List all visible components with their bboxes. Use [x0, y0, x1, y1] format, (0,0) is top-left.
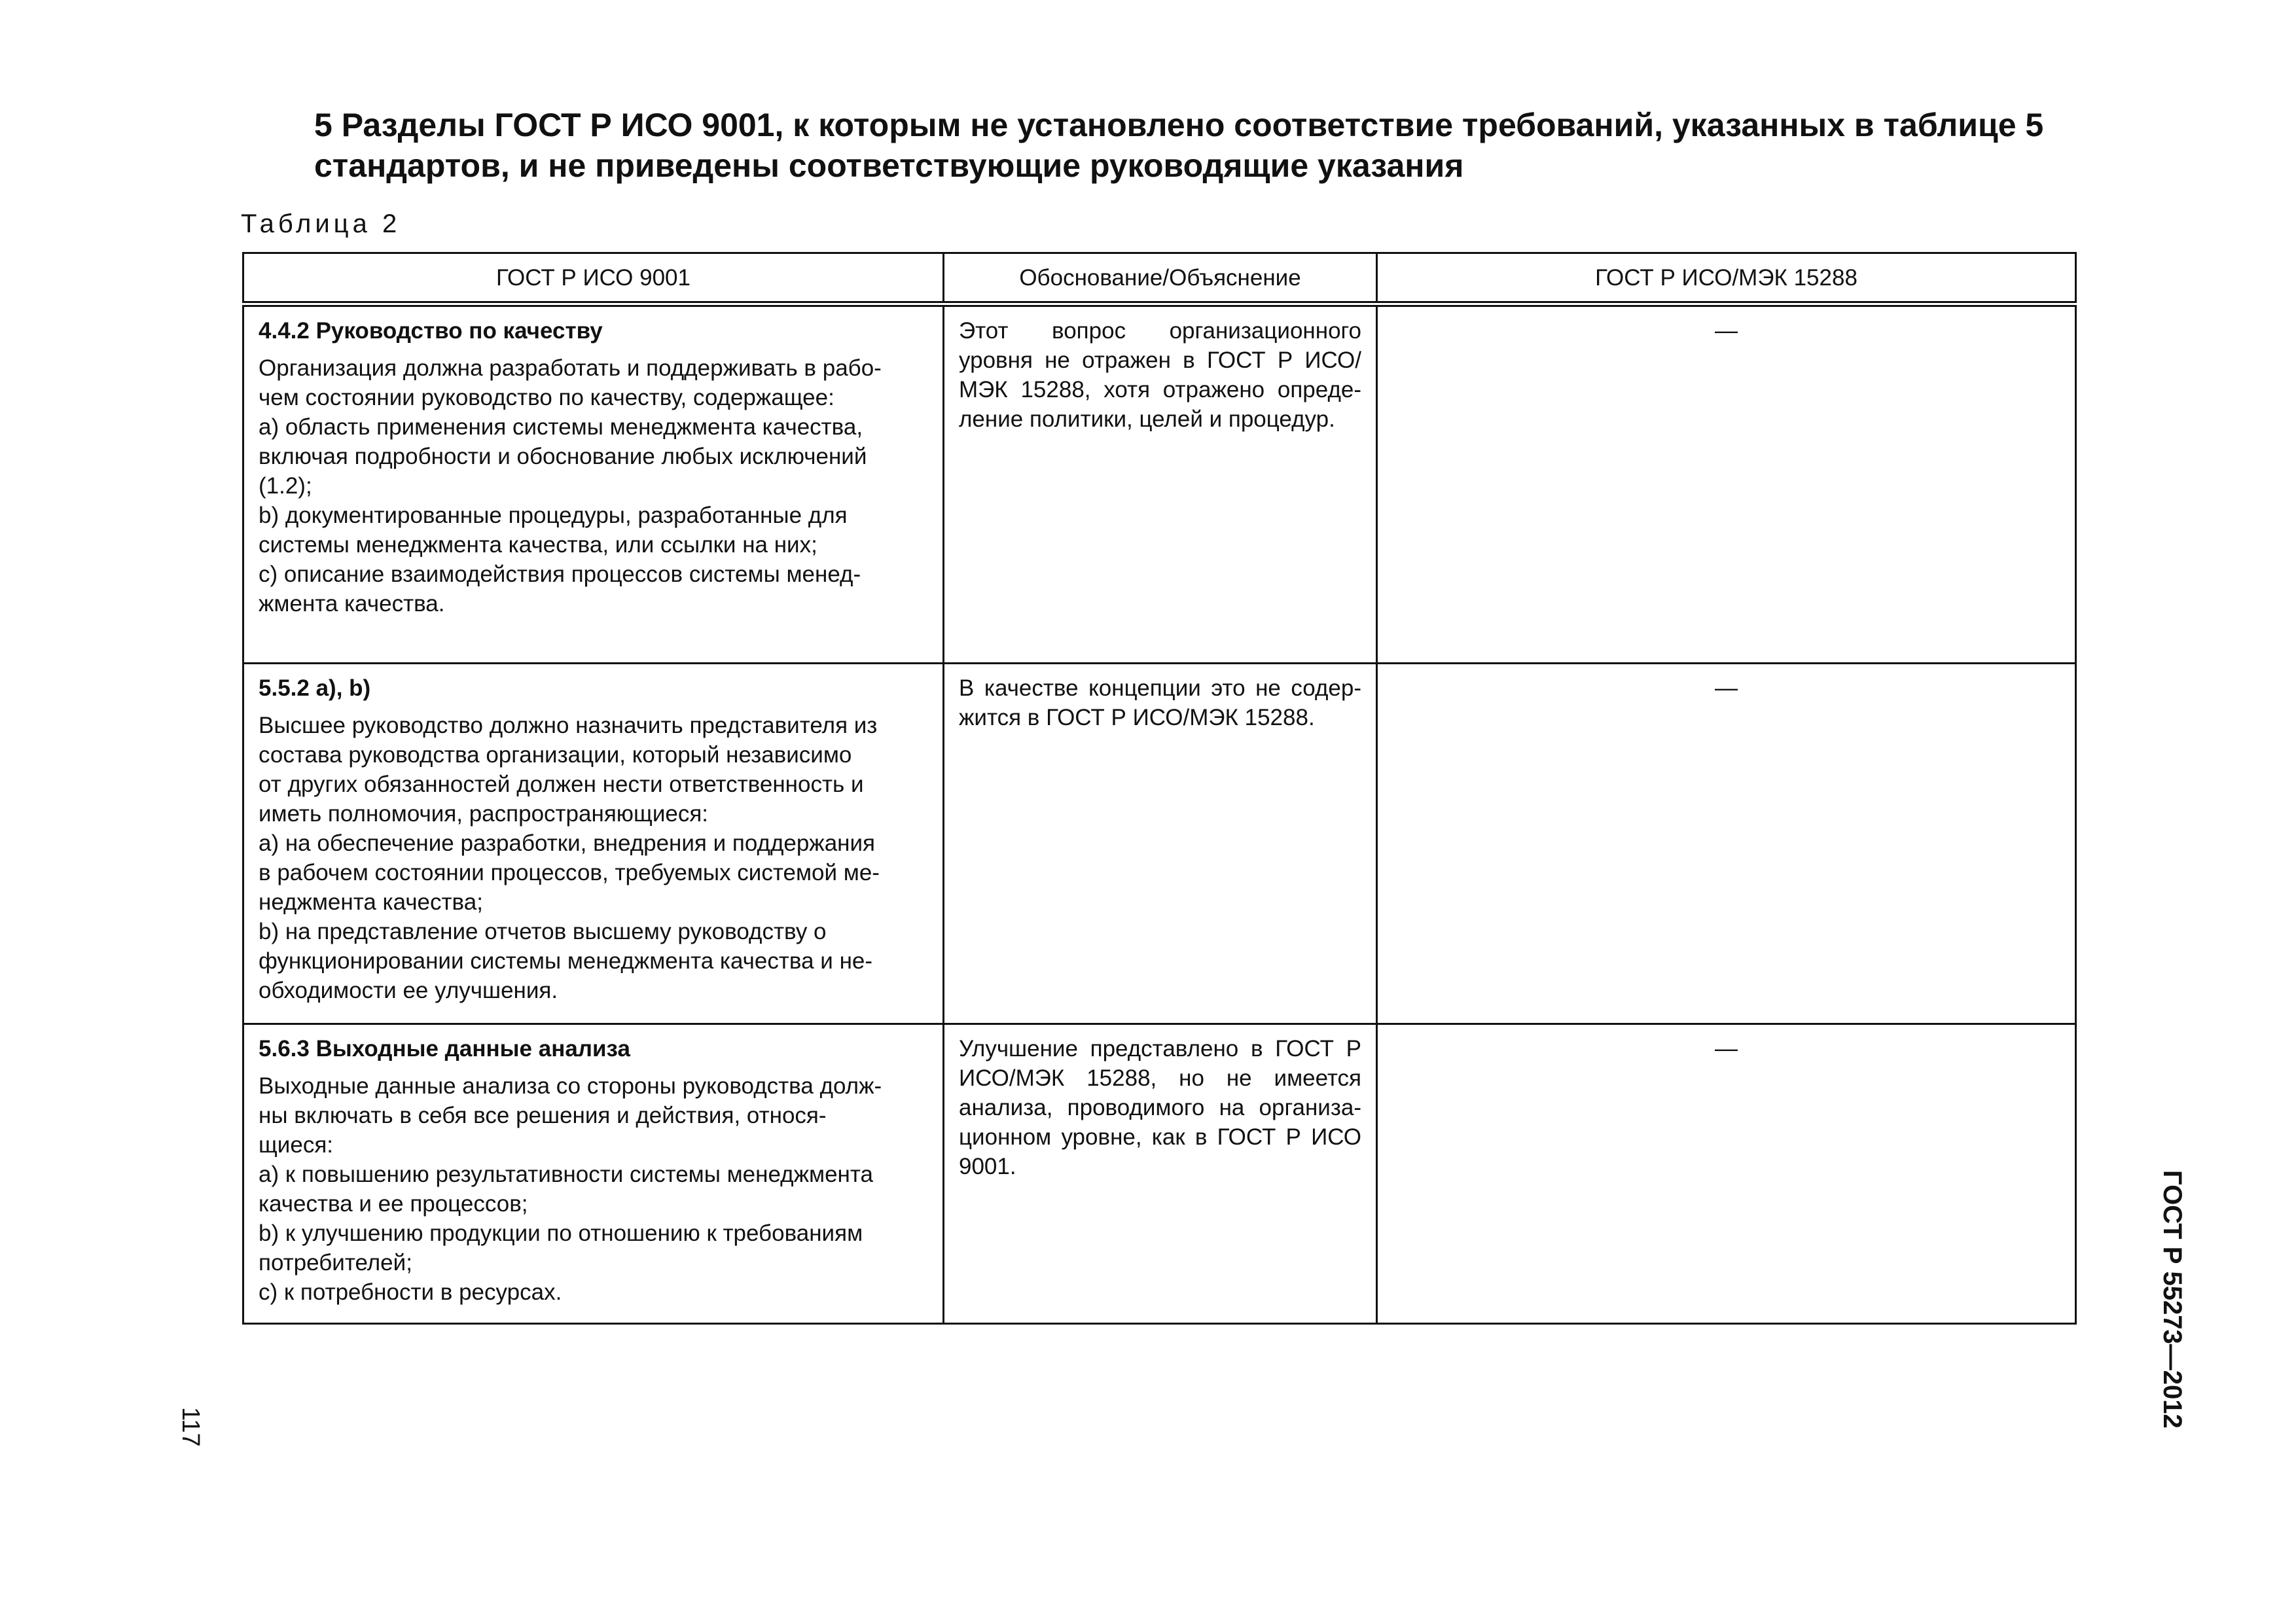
- clause-line: функционировании системы менеджмента качества и не-: [259, 948, 873, 974]
- clause-line: b) документированные процедуры, разработанные для: [259, 503, 848, 528]
- clause-cell: [243, 1024, 944, 1324]
- clause-line: от других обязанностей должен нести ответственность и: [259, 772, 864, 797]
- table-header-row: [243, 253, 2076, 304]
- explanation-cell: [944, 1024, 1377, 1324]
- page-number: 117: [177, 1407, 204, 1447]
- clause-title: 5.5.2 а), b): [259, 675, 371, 701]
- section-heading: [314, 105, 2081, 186]
- document-code: ГОСТ Р 55273—2012: [2158, 1170, 2187, 1429]
- clause-cell: [243, 664, 944, 1024]
- table-row: [243, 664, 2076, 1024]
- clause-line: состава руководства организации, который независимо: [259, 742, 852, 768]
- table-row: [243, 304, 2076, 664]
- clause-cell: [243, 304, 944, 664]
- clause-line: c) описание взаимодействия процессов системы менед-: [259, 562, 861, 587]
- clause-line: жмента качества.: [259, 591, 445, 616]
- clause-line: b) к улучшению продукции по отношению к требованиям: [259, 1221, 863, 1246]
- clause-line: щиеся:: [259, 1132, 333, 1158]
- gost-15288-cell: —: [1377, 1024, 2076, 1324]
- clause-line: системы менеджмента качества, или ссылки на них;: [259, 532, 817, 558]
- section-heading-line-2: стандартов, и не приведены соответствующие руководящие указания: [314, 147, 1464, 184]
- clause-text: [259, 1071, 928, 1307]
- clause-line: в рабочем состоянии процессов, требуемых системой ме-: [259, 860, 880, 885]
- clause-line: иметь полномочия, распространяющиеся:: [259, 801, 709, 827]
- explanation-text: В качестве концепции это не содер-жится в ГОСТ Р ИСО/МЭК 15288.: [959, 675, 1361, 730]
- clause-line: a) к повышению результативности системы менеджмента: [259, 1162, 873, 1187]
- clause-line: чем состоянии руководство по качеству, содержащее:: [259, 385, 834, 410]
- clause-line: Организация должна разработать и поддерживать в рабо-: [259, 355, 882, 381]
- header-gost-15288: ГОСТ Р ИСО/МЭК 15288: [1377, 253, 2076, 304]
- clause-line: a) на обеспечение разработки, внедрения и поддержания: [259, 830, 876, 856]
- comparison-table: [242, 252, 2077, 1325]
- clause-line: ны включать в себя все решения и действия, относя-: [259, 1103, 827, 1128]
- header-explanation: Обоснование/Объяснение: [944, 253, 1377, 304]
- clause-line: Выходные данные анализа со стороны руководства долж-: [259, 1073, 882, 1099]
- clause-line: Высшее руководство должно назначить представителя из: [259, 713, 878, 738]
- explanation-text: Этот вопрос организационного уровня не отражен в ГОСТ Р ИСО/МЭК 15288, хотя отражено опреде-ление политики, целей и процедур.: [959, 318, 1361, 432]
- clause-line: (1.2);: [259, 473, 312, 499]
- explanation-text: Улучшение представлено в ГОСТ Р ИСО/МЭК 15288, но не имеется анализа, проводимого на организа-ционном уровне, как в ГОСТ Р ИСО 9001.: [959, 1036, 1361, 1179]
- clause-line: включая подробности и обоснование любых исключений: [259, 444, 867, 469]
- header-gost-9001: ГОСТ Р ИСО 9001: [243, 253, 944, 304]
- clause-line: неджмента качества;: [259, 889, 483, 915]
- clause-text: [259, 353, 928, 618]
- clause-line: b) на представление отчетов высшему руководству о: [259, 919, 827, 944]
- table-caption: Таблица 2: [241, 209, 401, 238]
- clause-title: 5.6.3 Выходные данные анализа: [259, 1036, 630, 1061]
- clause-line: потребителей;: [259, 1250, 412, 1275]
- gost-15288-cell: —: [1377, 664, 2076, 1024]
- explanation-cell: [944, 664, 1377, 1024]
- clause-line: c) к потребности в ресурсах.: [259, 1279, 562, 1305]
- clause-text: [259, 711, 928, 1005]
- section-heading-line-1: 5 Разделы ГОСТ Р ИСО 9001, к которым не установлено соответствие требований, указанных в таблице 5: [314, 107, 2044, 143]
- clause-title: 4.4.2 Руководство по качеству: [259, 318, 603, 344]
- table-row: [243, 1024, 2076, 1324]
- clause-line: a) область применения системы менеджмента качества,: [259, 414, 863, 440]
- gost-15288-cell: —: [1377, 304, 2076, 664]
- explanation-cell: [944, 304, 1377, 664]
- clause-line: качества и ее процессов;: [259, 1191, 528, 1217]
- clause-line: обходимости ее улучшения.: [259, 978, 558, 1003]
